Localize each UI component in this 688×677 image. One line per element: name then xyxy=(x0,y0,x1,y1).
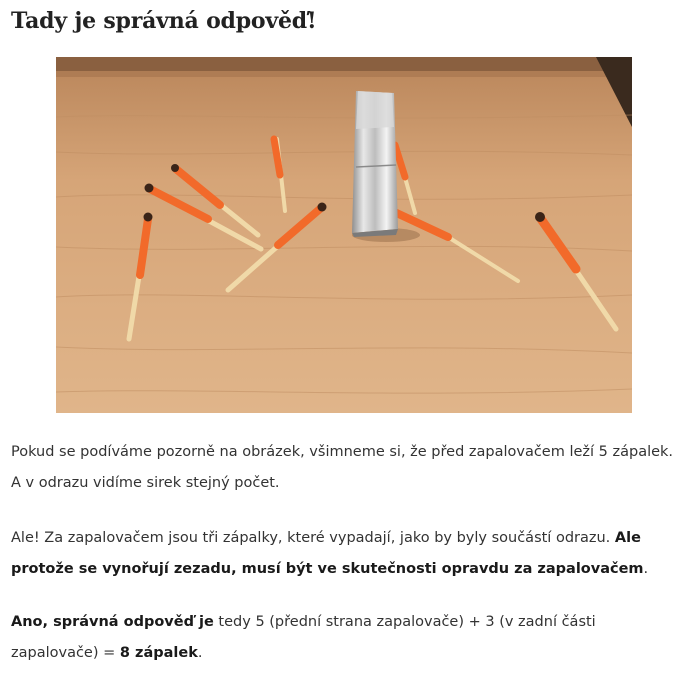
page-heading: Tady je správná odpověď! xyxy=(11,8,317,34)
paragraph-2-text: Ale! Za zapalovačem jsou tři zápalky, které vypadají, jako by byly součástí odrazu. xyxy=(11,530,615,546)
matches-lighter-photo xyxy=(56,57,632,413)
paragraph-3 xyxy=(11,607,681,669)
paragraph-3-text: tedy 5 (přední strana zapalovače) + 3 (v zadní části zapalovače) = xyxy=(11,614,596,661)
paragraph-1-text: Pokud se podíváme pozorně na obrázek, všimneme si, že před zapalovačem leží 5 zápalek. A v odrazu vidíme sirek stejný počet. xyxy=(11,444,674,491)
chrome-lighter xyxy=(352,91,398,237)
paragraph-2-end: . xyxy=(643,561,649,577)
paragraph-3-end: . xyxy=(197,645,203,661)
paragraph-2 xyxy=(11,523,681,585)
paragraph-1 xyxy=(11,437,681,499)
paragraph-3-bold-end: 8 zápalek xyxy=(119,645,198,661)
back-wall xyxy=(56,57,632,71)
paragraph-2-bold: Ale protože se vynořují zezadu, musí být ve skutečnosti opravdu za zapalovačem xyxy=(11,530,644,577)
paragraph-3-bold-start: Ano, správná odpověď je xyxy=(11,614,214,630)
